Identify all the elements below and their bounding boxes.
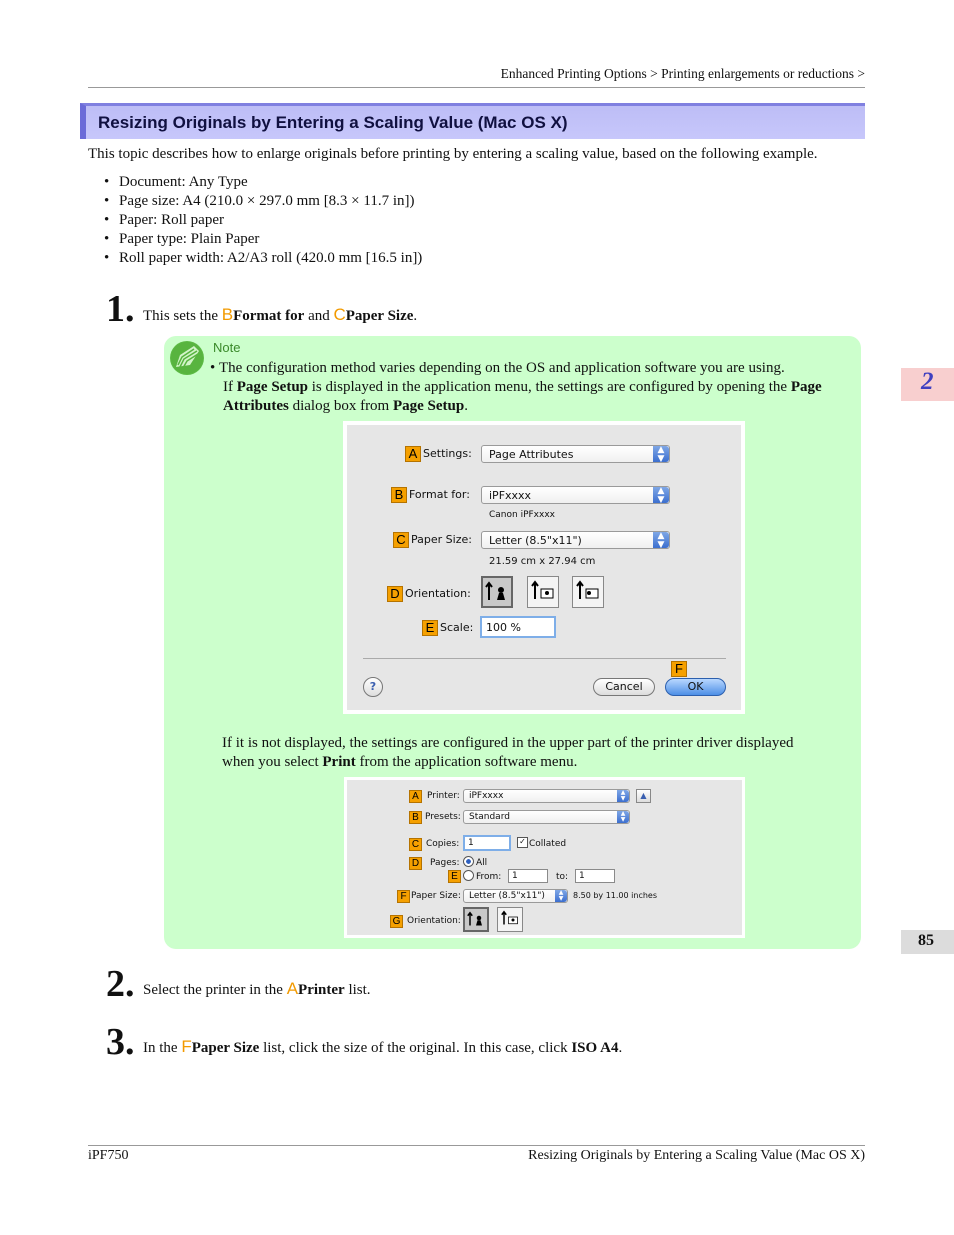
note-text (210, 359, 850, 416)
pages-all-label: All (476, 858, 488, 868)
label-b-icon: B (221, 305, 234, 324)
printer-popup[interactable] (463, 789, 630, 803)
tag-e: E (448, 870, 461, 883)
list-item: • Document: Any Type (104, 173, 422, 192)
note-line-2-pre: If (223, 379, 233, 395)
print-term: Print (322, 754, 356, 770)
printer-term: Printer (298, 982, 345, 998)
scale-label: Scale: (440, 621, 474, 634)
step-2-number: 2. (106, 963, 135, 1005)
tag-f: F (397, 890, 410, 903)
from-label: From: (476, 872, 502, 882)
label-a-icon: A (286, 979, 299, 998)
intro-paragraph: This topic describes how to enlarge originals before printing by entering a scaling value, based on the following example. (88, 146, 818, 162)
list-item: • Paper: Roll paper (104, 211, 422, 230)
landscape-icon (529, 577, 557, 605)
note-line-2-mid: is displayed in the application menu, the settings are configured by opening the (311, 379, 788, 395)
step-1-text (143, 305, 417, 325)
page-number-tab (901, 930, 954, 954)
paper-dimensions: 8.50 by 11.00 inches (573, 891, 658, 900)
popup-arrows-icon: ▲ ▼ (617, 790, 629, 802)
settings-label: Settings: (423, 447, 472, 460)
popup-arrows-icon: ▲ ▼ (653, 446, 669, 462)
help-button[interactable]: ? (363, 677, 383, 697)
from-input[interactable] (508, 869, 548, 883)
scale-input[interactable] (480, 616, 556, 638)
presets-label: Presets: (425, 812, 461, 822)
step-2-text (143, 979, 371, 999)
popup-arrows-icon: ▲ ▼ (617, 811, 629, 823)
page-term: Page (790, 379, 822, 395)
orientation-label: Orientation: (405, 587, 471, 600)
portrait-orientation-button[interactable] (481, 576, 513, 608)
paper-size-value: Letter (8.5"x11") (489, 534, 582, 547)
collated-checkbox[interactable]: ✓ (517, 837, 528, 848)
section-title: Resizing Originals by Entering a Scaling Value (Mac OS X) (98, 113, 568, 132)
page-setup-term: Page Setup (236, 379, 308, 395)
from-value: 1 (512, 871, 518, 881)
note-para-2-pre: when you select (222, 754, 319, 770)
step-2-end: list. (348, 982, 371, 998)
note-para-2-end: from the application software menu. (359, 754, 578, 770)
tag-a: A (405, 446, 421, 462)
printer-label: Printer: (427, 791, 460, 801)
tag-b: B (391, 487, 407, 503)
portrait-icon (483, 578, 511, 606)
tag-c: C (409, 838, 422, 851)
to-value: 1 (579, 871, 585, 881)
copies-value: 1 (468, 838, 474, 848)
footer-section-title: Resizing Originals by Entering a Scaling Value (Mac OS X) (528, 1148, 865, 1163)
print-dialog (344, 777, 745, 938)
chapter-number: 2 (921, 368, 934, 395)
popup-arrows-icon: ▲ ▼ (555, 890, 567, 902)
paper-size-value: Letter (8.5"x11") (469, 891, 545, 901)
presets-value: Standard (469, 812, 510, 822)
list-item: • Page size: A4 (210.0 × 297.0 mm [8.3 × 11.7 in]) (104, 192, 422, 211)
section-banner (80, 103, 865, 139)
list-item: • Paper type: Plain Paper (104, 230, 422, 249)
dialog-divider (363, 658, 726, 659)
pages-label: Pages: (430, 858, 460, 868)
format-for-label: Format for: (409, 488, 470, 501)
tag-b: B (409, 811, 422, 824)
printer-value: iPFxxxx (469, 791, 504, 801)
note-label: Note (213, 340, 241, 355)
reverse-landscape-icon (574, 577, 602, 605)
collated-label: Collated (529, 839, 567, 849)
label-f-icon: F (181, 1037, 192, 1056)
tag-a: A (409, 790, 422, 803)
step-1-end: . (413, 308, 418, 324)
pages-from-radio[interactable] (463, 870, 474, 881)
landscape-icon (499, 908, 521, 929)
list-item: • Roll paper width: A2/A3 roll (420.0 mm [16.5 in]) (104, 249, 422, 268)
to-input[interactable] (575, 869, 615, 883)
tag-d: D (387, 586, 403, 602)
tag-d: D (409, 857, 422, 870)
copies-input[interactable] (463, 835, 511, 851)
paper-size-detail: 21.59 cm x 27.94 cm (489, 556, 596, 567)
step-1-number: 1. (106, 288, 135, 330)
landscape-orientation-button[interactable] (527, 576, 559, 608)
step-3-mid: list, click the size of the original. In this case, click (263, 1040, 568, 1056)
format-for-label: Format for (233, 308, 305, 324)
to-label: to: (556, 872, 569, 882)
page-attributes-dialog (343, 421, 745, 714)
paper-size-term: Paper Size (191, 1040, 260, 1056)
popup-arrows-icon: ▲ ▼ (653, 532, 669, 548)
tag-f: F (671, 661, 687, 677)
format-for-popup[interactable] (481, 486, 670, 504)
format-for-detail: Canon iPFxxxx (489, 510, 555, 520)
attributes-term: Attributes (223, 398, 289, 414)
note-paragraph-2 (222, 734, 852, 772)
step-2-pre: Select the printer in the (143, 982, 283, 998)
footer-rule (88, 1145, 865, 1146)
paper-size-popup[interactable] (463, 889, 568, 903)
page-number: 85 (918, 932, 934, 949)
copies-label: Copies: (426, 839, 460, 849)
footer-model: iPF750 (88, 1148, 129, 1163)
note-para-2-line-1: If it is not displayed, the settings are configured in the upper part of the printer driver displayed (222, 735, 794, 751)
presets-popup[interactable] (463, 810, 630, 824)
iso-a4-term: ISO A4 (571, 1040, 619, 1056)
step-3-number: 3. (106, 1021, 135, 1063)
paper-size-label: Paper Size (345, 308, 414, 324)
paper-size-label: Paper Size: (411, 891, 461, 901)
step-1-and: and (308, 308, 330, 324)
reverse-landscape-orientation-button[interactable] (572, 576, 604, 608)
chapter-tab[interactable] (901, 368, 954, 401)
pages-all-radio[interactable] (463, 856, 474, 867)
tag-c: C (393, 532, 409, 548)
settings-value: Page Attributes (489, 448, 574, 461)
paper-size-popup[interactable] (481, 531, 670, 549)
popup-arrows-icon: ▲ ▼ (653, 487, 669, 503)
note-bullet: • (210, 360, 216, 376)
note-line-1: The configuration method varies depending on the OS and application software you are using. (219, 360, 785, 376)
tag-g: G (390, 915, 403, 928)
ok-button[interactable]: OK (665, 678, 726, 696)
paper-size-label: Paper Size: (411, 533, 472, 546)
cancel-button[interactable]: Cancel (593, 678, 655, 696)
format-for-value: iPFxxxx (489, 489, 532, 502)
landscape-orientation-button[interactable] (497, 907, 523, 932)
portrait-orientation-button[interactable] (463, 907, 489, 932)
example-list (104, 173, 422, 268)
expand-dialog-button[interactable]: ▲ (636, 789, 651, 803)
step-3-text (143, 1037, 622, 1057)
note-line-3-end: . (464, 398, 468, 414)
step-1-pre: This sets the (143, 308, 218, 324)
scale-value: 100 % (486, 621, 521, 634)
header-rule (88, 87, 865, 88)
tag-e: E (422, 620, 438, 636)
page-setup-term-2: Page Setup (392, 398, 465, 414)
portrait-icon (465, 909, 487, 930)
note-line-3-mid: dialog box from (292, 398, 390, 414)
breadcrumb: Enhanced Printing Options > Printing enlargements or reductions > (500, 66, 865, 81)
orientation-label: Orientation: (407, 916, 461, 926)
step-3-pre: In the (143, 1040, 178, 1056)
step-3-end: . (618, 1040, 623, 1056)
label-c-icon: C (333, 305, 346, 324)
settings-popup[interactable] (481, 445, 670, 463)
pencil-note-icon (170, 341, 204, 375)
